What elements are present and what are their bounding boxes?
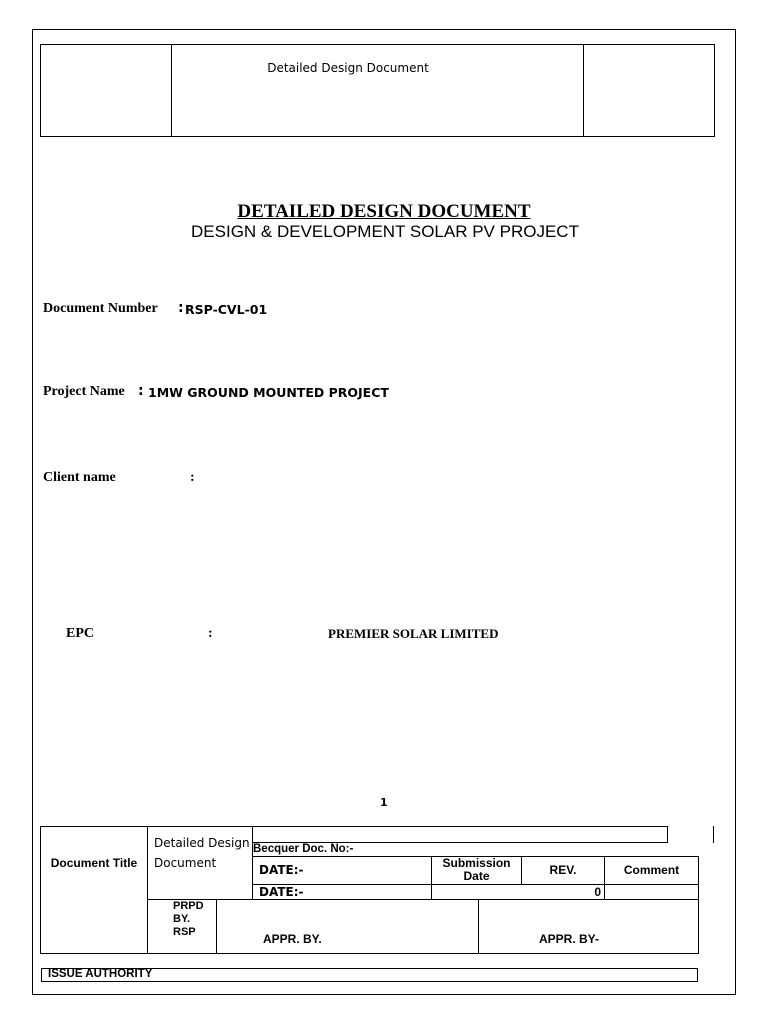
epc-colon: : <box>208 626 213 641</box>
page-subtitle: DESIGN & DEVELOPMENT SOLAR PV PROJECT <box>191 222 579 241</box>
appr-by-2: APPR. BY- <box>539 932 600 946</box>
submission-date: Submission Date <box>442 856 511 883</box>
rev-label: REV. <box>549 863 577 877</box>
header-doc-label: Detailed Design Document <box>267 61 429 75</box>
appr-by-1: APPR. BY. <box>263 932 322 946</box>
document-number-label: Document Number <box>43 301 158 316</box>
becquer-doc-no: Becquer Doc. No:- <box>253 843 354 855</box>
header-right-divider <box>583 44 584 137</box>
date-label-2: DATE:- <box>259 885 304 899</box>
client-name-label: Client name <box>43 470 116 485</box>
client-name-colon: : <box>190 470 195 485</box>
page-title: DETAILED DESIGN DOCUMENT <box>237 201 531 222</box>
document-number-colon: : <box>178 300 184 316</box>
project-name-label: Project Name <box>43 384 125 399</box>
header-left-cell <box>40 44 172 137</box>
date-label-1: DATE:- <box>259 863 304 877</box>
issue-authority-box <box>41 968 698 982</box>
epc-label: EPC <box>66 626 94 641</box>
page-border <box>32 29 736 995</box>
document-number-value: RSP-CVL-01 <box>185 302 268 317</box>
issue-authority-label: ISSUE AUTHORITY <box>48 968 153 980</box>
comment-label: Comment <box>623 863 680 877</box>
detailed-design-line1: Detailed Design <box>154 836 250 850</box>
epc-value: PREMIER SOLAR LIMITED <box>328 626 499 641</box>
page-number: 1 <box>380 796 388 809</box>
project-name-value: 1MW GROUND MOUNTED PROJECT <box>148 385 389 400</box>
rev-value: 0 <box>594 885 601 899</box>
prpd-by: PRPD BY. RSP <box>173 900 204 938</box>
detailed-design-line2: Document <box>154 856 217 870</box>
document-title-label: Document Title <box>50 856 138 870</box>
project-name-colon: : <box>138 383 144 399</box>
